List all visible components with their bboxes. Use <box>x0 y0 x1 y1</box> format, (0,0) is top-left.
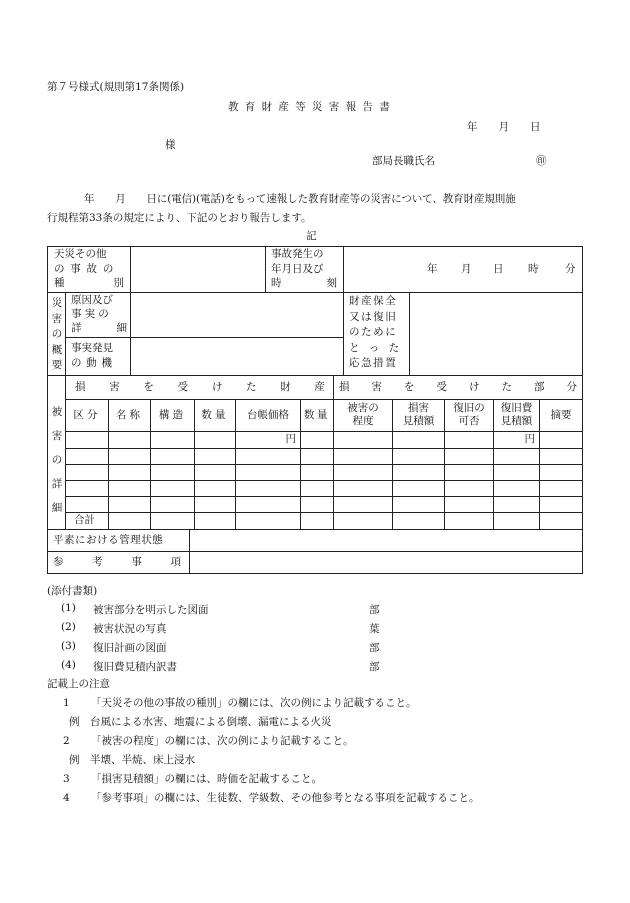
col-quantity: 数量 <box>201 409 229 421</box>
cause-label-3: 詳 細 <box>71 322 127 334</box>
disaster-type-label-3: 種 別 <box>54 277 124 289</box>
damaged-part-header: 損 害 を 受 け た 部 分 <box>339 381 577 393</box>
document-title: 教育財産等災害報告書 <box>228 101 396 113</box>
overview-label: 災 害 の 概 要 <box>51 297 63 371</box>
occurrence-value[interactable]: 年 月 日 時 分 <box>427 263 576 275</box>
disaster-type-value[interactable] <box>131 247 264 291</box>
measures-label: 財産保全 又は復旧 のために とった 応急措置 <box>349 295 409 369</box>
discovery-label-2: の動機 <box>71 357 117 369</box>
discovery-value[interactable] <box>131 338 342 374</box>
body-line-2: 行規程第33条の規定により、下記のとおり報告します。 <box>47 212 312 224</box>
total-label: 合計 <box>74 514 95 526</box>
normal-state-value[interactable] <box>190 530 582 551</box>
col-category: 区分 <box>73 409 101 421</box>
remarks-value[interactable] <box>190 552 582 573</box>
col-damage-degree: 被害の 程度 <box>347 402 379 427</box>
note-item: 3 「損害見積額」の欄には、時価を記載すること。 <box>63 773 322 785</box>
note-example: 例 半壊、半焼、床上浸水 <box>69 754 195 766</box>
col-ledger-price: 台帳価格 <box>247 409 289 421</box>
attachment-item: (2) 被害状況の写真 葉 <box>61 621 380 635</box>
disaster-type-label-1: 天災その他 <box>54 248 107 260</box>
attachments-section <box>47 583 527 678</box>
note-item: 4 「参考事項」の欄には、生徒数、学級数、その他参考となる事項を記載すること。 <box>63 792 480 804</box>
notes-section <box>47 675 607 808</box>
ki-label: 記 <box>306 230 317 242</box>
body-line-1: 年 月 日に(電信)(電話)をもって速報した教育財産等の災害について、教育財産規則施 <box>84 193 516 205</box>
yen-unit-restoration: 円 <box>524 433 535 445</box>
col-restorable: 復旧の 可否 <box>453 402 485 427</box>
discovery-label-1: 事実発見 <box>71 342 113 354</box>
attachment-item: (1) 被害部分を明示した図面 部 <box>61 602 380 616</box>
damage-report-table <box>47 246 583 574</box>
detail-label: 被 害 の 詳 細 <box>51 406 63 514</box>
remarks-label: 参 考 事 項 <box>53 556 181 568</box>
notes-heading: 記載上の注意 <box>47 678 110 690</box>
seal-mark: ㊞ <box>536 155 547 167</box>
damaged-property-header: 損 害 を 受 け た 財 産 <box>75 381 325 393</box>
cause-value[interactable] <box>131 293 342 336</box>
note-item: 1 「天災その他の事故の種別」の欄には、次の例により記載すること。 <box>63 697 417 709</box>
attachment-item: (3) 復旧計画の図面 部 <box>61 640 380 654</box>
col-name: 名称 <box>115 409 144 421</box>
attachments-heading: (添付書類) <box>47 585 98 597</box>
col-restoration-cost: 復旧費 見積額 <box>500 402 533 427</box>
note-example: 例 台風による水害、地震による倒壊、漏電による火災 <box>69 716 332 728</box>
normal-state-label: 平素における管理状態 <box>53 534 164 546</box>
cause-label-2: 事実の <box>71 308 112 320</box>
col-remarks: 摘要 <box>550 409 572 421</box>
yen-unit-ledger: 円 <box>285 433 296 445</box>
col-structure: 構造 <box>158 409 187 421</box>
attachment-item: (4) 復旧費見積内訳書 部 <box>61 659 380 673</box>
col-loss-estimate: 損害 見積額 <box>402 402 435 427</box>
reporter-label: 部局長職氏名 <box>372 155 435 167</box>
form-number: 第７号様式(規則第17条関係) <box>47 81 185 93</box>
cause-label-1: 原因及び <box>71 294 113 306</box>
report-date: 年 月 日 <box>467 121 541 133</box>
addressee-suffix: 様 <box>165 139 176 151</box>
occurrence-label-2: 年月日及び <box>271 263 324 275</box>
note-item: 2 「被害の程度」の欄には、次の例により記載すること。 <box>63 735 354 747</box>
occurrence-label-1: 事故発生の <box>271 248 324 260</box>
disaster-type-label-2: の事故の <box>54 263 120 275</box>
occurrence-label-3: 時 刻 <box>271 277 337 289</box>
measures-value[interactable] <box>410 293 582 374</box>
col-quantity-2: 数量 <box>303 409 331 421</box>
